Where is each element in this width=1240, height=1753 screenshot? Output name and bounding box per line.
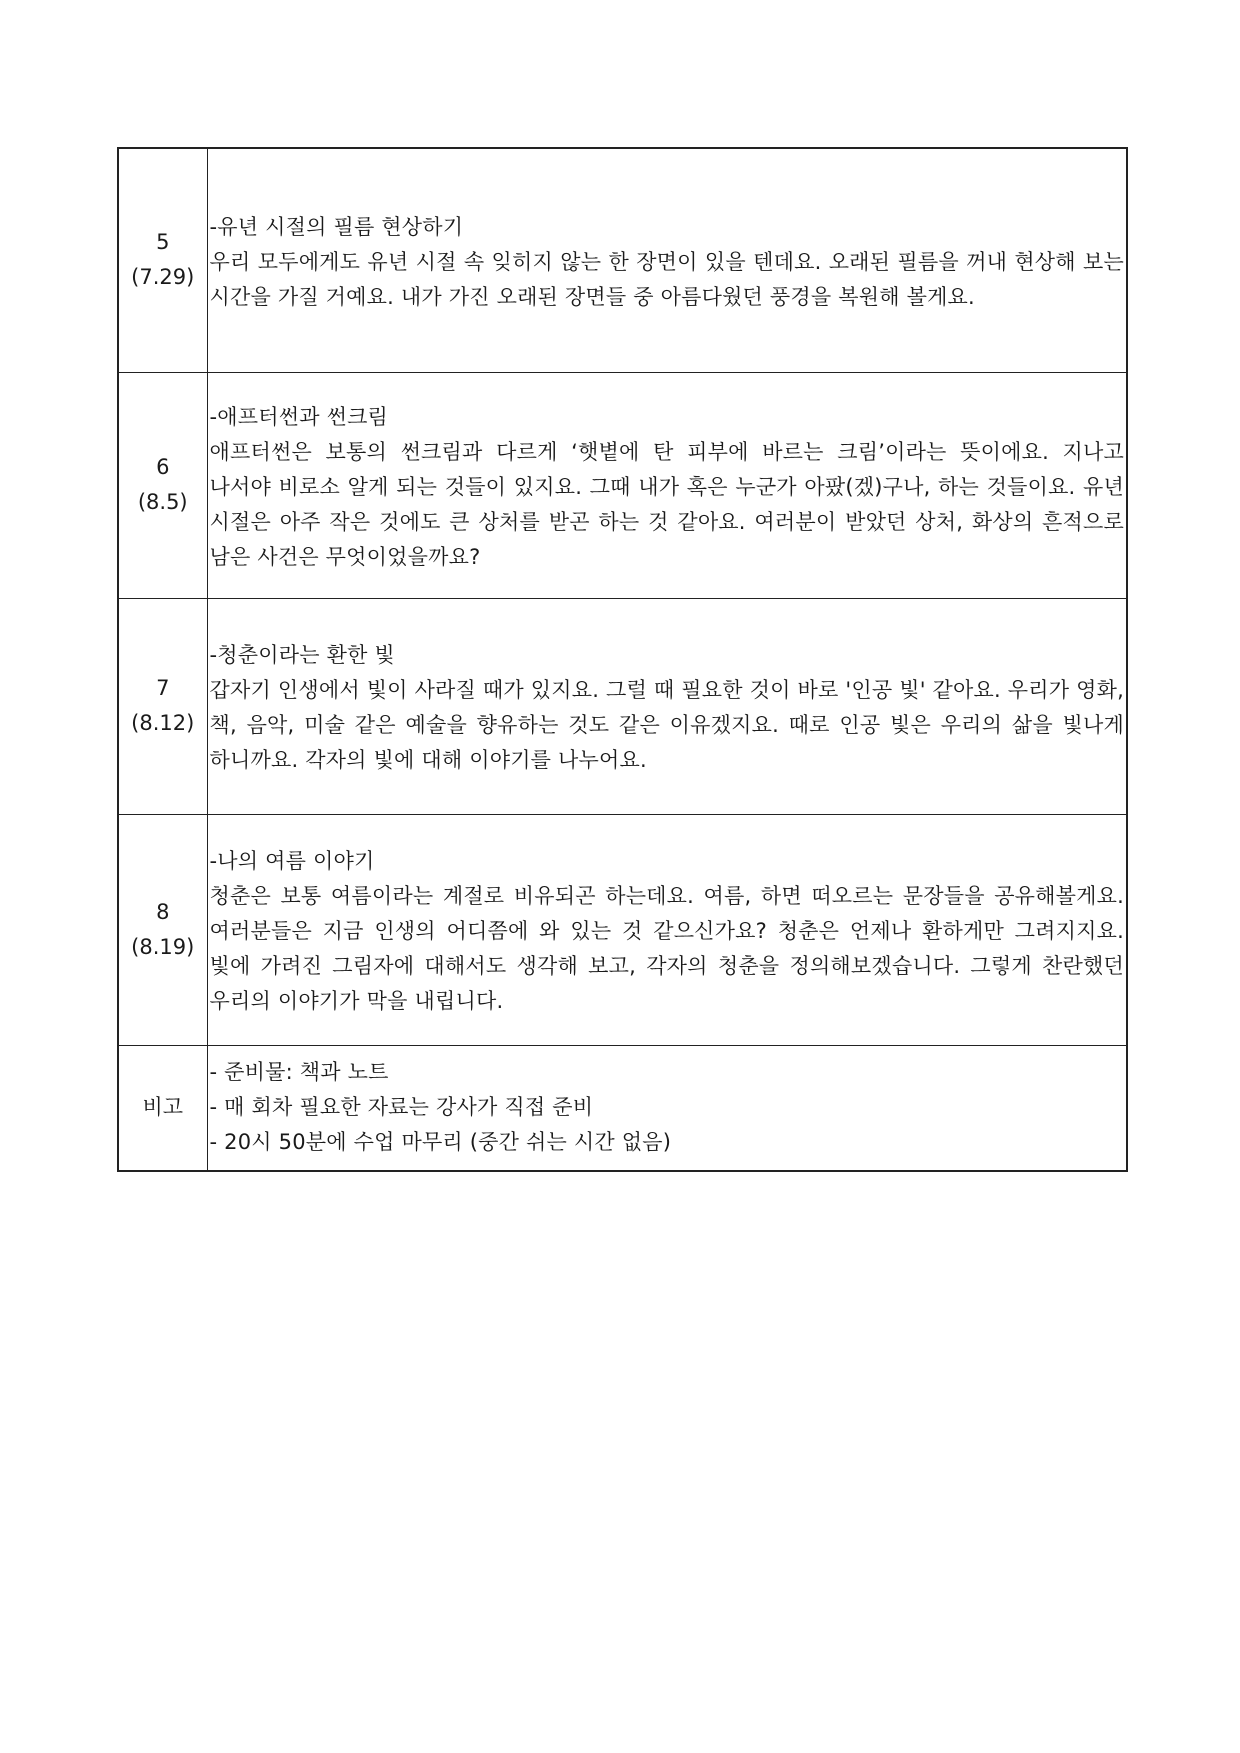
session-number: 8 bbox=[156, 899, 170, 924]
note-item: - 20시 50분에 수업 마무리 (중간 쉬는 시간 없음) bbox=[209, 1130, 672, 1155]
session-date: (8.5) bbox=[137, 490, 188, 514]
session-title: -유년 시절의 필름 현상하기 bbox=[209, 214, 464, 239]
note-item: - 매 회차 필요한 자료는 강사가 직접 준비 bbox=[209, 1095, 594, 1120]
session-description: 우리 모두에게도 유년 시절 속 잊히지 않는 한 장면이 있을 텐데요. 오래된 필름을 꺼내 현상해 보는 시간을 가질 거예요. 내가 가진 오래된 장면들 중 아름다웠던 풍경을 복원해 볼게요. bbox=[209, 249, 1124, 309]
session-date: (8.12) bbox=[131, 711, 195, 735]
session-row-5 bbox=[118, 148, 1127, 372]
session-number-cell bbox=[118, 148, 207, 372]
session-content-cell bbox=[207, 814, 1127, 1045]
session-content-cell bbox=[207, 372, 1127, 598]
session-number-cell bbox=[118, 372, 207, 598]
session-date: (8.19) bbox=[131, 934, 195, 959]
session-description: 갑자기 인생에서 빛이 사라질 때가 있지요. 그럴 때 필요한 것이 바로 '인공 빛' 같아요. 우리가 영화, 책, 음악, 미술 같은 예술을 향유하는 것도 같은 이유겠지요. 때로 인공 빛은 우리의 삶을 빛나게 하니까요. 각자의 빛에 대해 이야기를 나누어요. bbox=[209, 678, 1124, 772]
session-number: 7 bbox=[156, 676, 170, 700]
curriculum-table bbox=[117, 147, 1128, 1172]
notes-label: 비고 bbox=[142, 1095, 184, 1120]
note-item: - 준비물: 책과 노트 bbox=[209, 1060, 389, 1085]
session-number-cell bbox=[118, 814, 207, 1045]
session-description: 애프터썬은 보통의 썬크림과 다르게 ‘햇볕에 탄 피부에 바르는 크림’이라는 뜻이에요. 지나고 나서야 비로소 알게 되는 것들이 있지요. 그때 내가 혹은 누군가 아팠(겠)구나, 하는 것들이요. 유년 시절은 아주 작은 것에도 큰 상처를 받곤 하는 것 같아요. 여러분이 받았던 상처, 화상의 흔적으로 남은 사건은 무엇이었을까요? bbox=[209, 439, 1124, 569]
session-description: 청춘은 보통 여름이라는 계절로 비유되곤 하는데요. 여름, 하면 떠오르는 문장들을 공유해볼게요. 여러분들은 지금 인생의 어디쯤에 와 있는 것 같으신가요? 청춘은 언제나 환하게만 그려지지요. 빛에 가려진 그림자에 대해서도 생각해 보고, 각자의 청춘을 정의해보겠습니다. 그렇게 찬란했던 우리의 이야기가 막을 내립니다. bbox=[209, 884, 1124, 1013]
session-title: -청춘이라는 환한 빛 bbox=[209, 643, 395, 667]
session-title: -애프터썬과 썬크림 bbox=[209, 404, 389, 429]
notes-content-cell bbox=[207, 1045, 1127, 1171]
session-row-6 bbox=[118, 372, 1127, 598]
session-row-8 bbox=[118, 814, 1127, 1045]
session-title: -나의 여름 이야기 bbox=[209, 849, 375, 873]
session-content-cell bbox=[207, 598, 1127, 814]
session-date: (7.29) bbox=[131, 265, 195, 290]
notes-row bbox=[118, 1045, 1127, 1171]
session-number-cell bbox=[118, 598, 207, 814]
session-number: 5 bbox=[156, 230, 170, 255]
session-content-cell bbox=[207, 148, 1127, 372]
notes-label-cell bbox=[118, 1045, 207, 1171]
session-number: 6 bbox=[156, 455, 170, 479]
session-row-7 bbox=[118, 598, 1127, 814]
